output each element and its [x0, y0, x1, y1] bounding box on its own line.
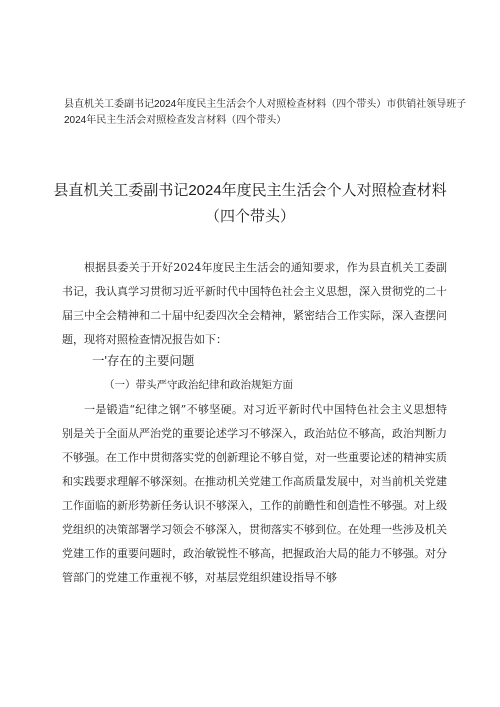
- document-title: [40, 178, 460, 230]
- section-heading: 一'存在的主要问题: [92, 354, 195, 368]
- document-header: [64, 97, 467, 129]
- body-paragraph: 一是锻造“纪律之钢”不够坚硬。对习近平新时代中国特色社会主义思想特别是关于全面从严治党的重要论述学习不够深入，政治站位不够高，政治判断力不够强。在工作中贯彻落实党的创新理论不够自觉，对一些重要论述的精神实质和实践要求理解不够深刻。在推动机关党建工作高质量发展中，对当前机关党建工作面临的新形势新任务认识不够深入，工作的前瞻性和创造性不够强。对上级党组织的决策部署学习领会不够深入，贯彻落实不够到位。在处理一些涉及机关党建工作的重要问题时，政治敏锐性不够高，把握政治大局的能力不够强。对分管部门的党建工作重视不够，对基层党组织建设指导不够: [62, 403, 447, 584]
- title-line-2: （四个带头）: [204, 208, 295, 225]
- subsection-heading: （一）带头严守政治纪律和政治规矩方面: [104, 379, 293, 391]
- document-body: [62, 256, 447, 590]
- title-line-1: 县直机关工委副书记2024年度民主生活会个人对照检查材料: [53, 182, 447, 199]
- intro-paragraph: 根据县委关于开好2024年度民主生活会的通知要求，作为县直机关工委副书记，我认真学习贯彻习近平新时代中国特色社会主义思想，深入贯彻党的二十届三中全会精神和二十届中纪委四次全会精神，紧密结合工作实际，深入查摆问题，现将对照检查情况报告如下：: [62, 261, 447, 346]
- header-line-1: 县直机关工委副书记2024年度民主生活会个人对照检查材料（四个带头）市供销社领导班子: [64, 99, 467, 110]
- header-line-2: 2024年民主生活会对照检查发言材料（四个带头）: [64, 115, 287, 126]
